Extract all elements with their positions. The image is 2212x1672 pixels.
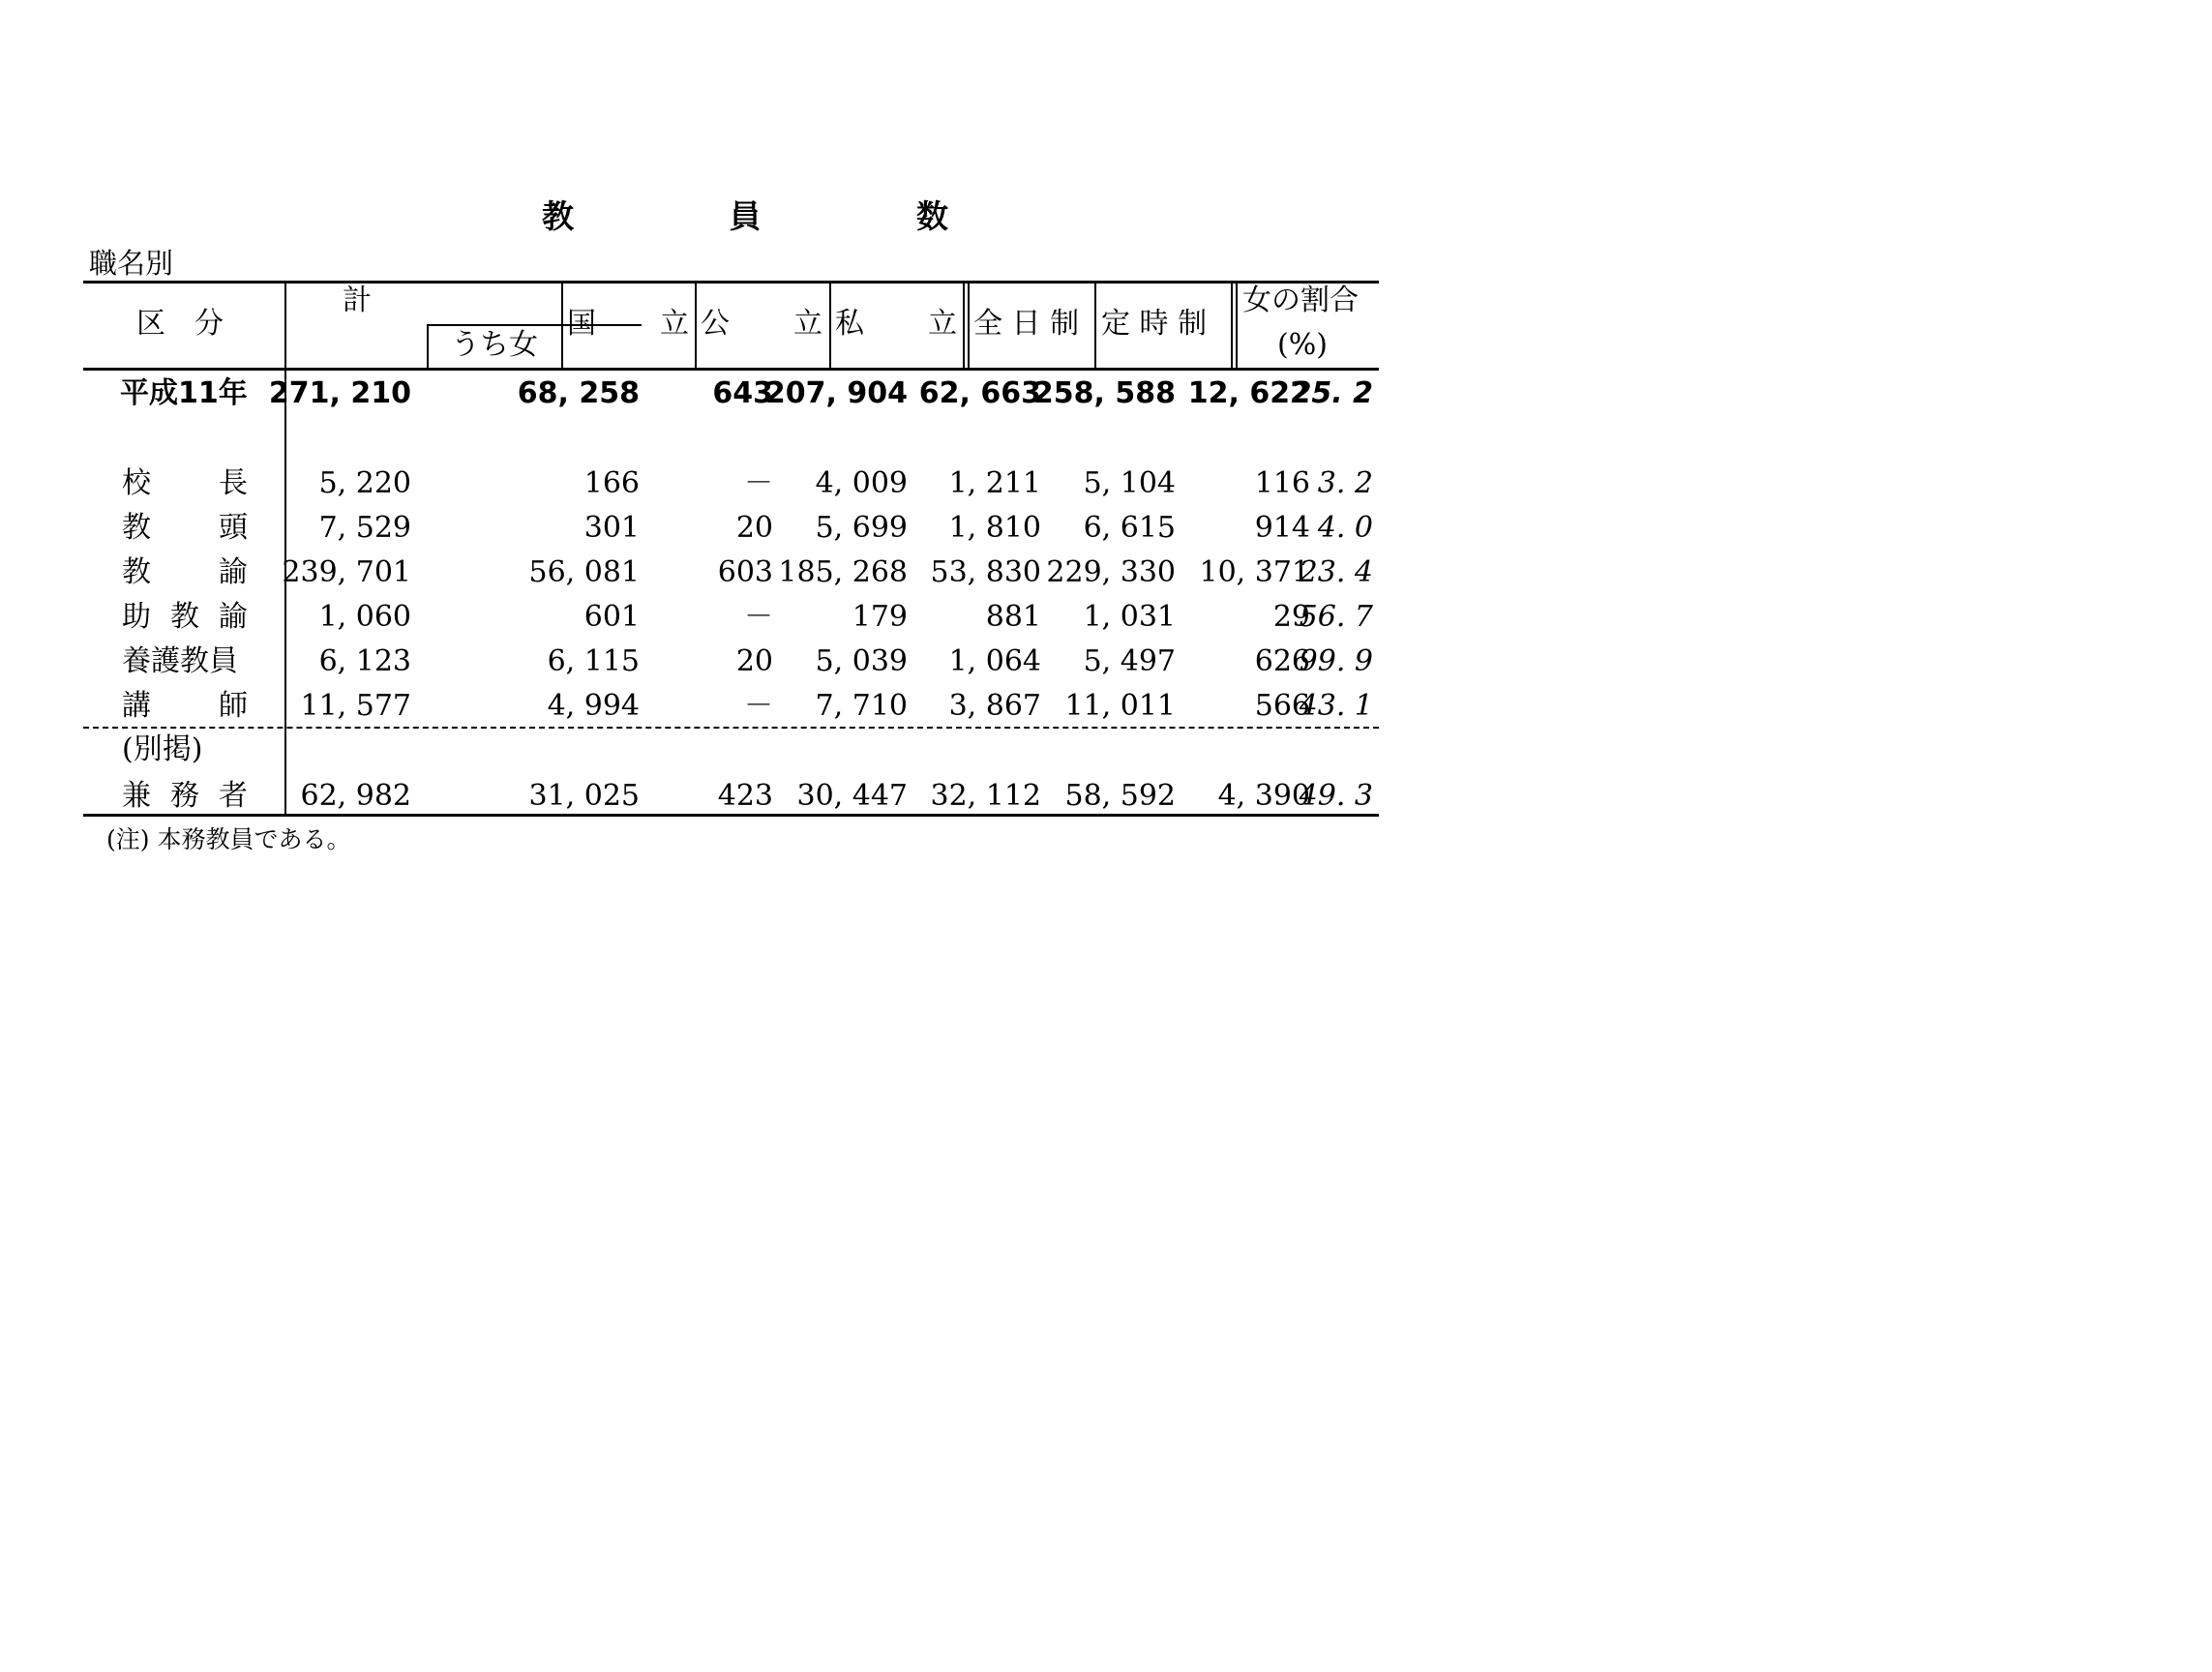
col-divider xyxy=(284,281,286,816)
cell-private: 3, 867 xyxy=(948,689,1041,723)
cell-total: 11, 577 xyxy=(300,689,411,723)
table-subtitle: 職名別 xyxy=(89,247,174,280)
col-divider xyxy=(1236,281,1238,369)
cell-fulltime: 258, 588 xyxy=(1032,376,1176,410)
cell-total: 6, 123 xyxy=(318,644,411,678)
cell-fulltime: 5, 104 xyxy=(1083,466,1176,500)
header-private xyxy=(835,307,957,341)
header-national-b: 立 xyxy=(660,307,689,341)
cell-female: 31, 025 xyxy=(528,779,640,813)
cell-ratio: 23. 4 xyxy=(1299,555,1373,589)
cell-total: 62, 982 xyxy=(300,779,411,813)
cell-national: － xyxy=(744,466,773,500)
cell-national: 20 xyxy=(735,511,773,545)
header-ratio-unit: (%) xyxy=(1277,328,1328,362)
cell-parttime: 29 xyxy=(1272,600,1310,634)
top-rule xyxy=(83,281,1379,284)
header-parttime: 定 時 制 xyxy=(1101,307,1208,341)
col-divider xyxy=(829,281,831,369)
row-label-char: 教 xyxy=(122,555,151,589)
separator-dashed-rule xyxy=(83,727,1379,729)
row-label xyxy=(122,555,248,589)
title-char: 教 xyxy=(542,197,574,235)
cell-total: 5, 220 xyxy=(318,466,411,500)
row-label-char: 師 xyxy=(219,689,248,723)
header-public-a: 公 xyxy=(701,307,730,341)
cell-ratio: 3. 2 xyxy=(1317,466,1373,500)
row-label-char: 諭 xyxy=(219,600,248,634)
col-divider xyxy=(695,281,697,369)
header-national-a: 国 xyxy=(567,307,596,341)
title-char: 員 xyxy=(729,197,762,235)
col-divider xyxy=(968,281,970,369)
cell-fulltime: 11, 011 xyxy=(1064,689,1176,723)
cell-private: 881 xyxy=(985,600,1041,634)
cell-private: 53, 830 xyxy=(930,555,1041,589)
header-fulltime: 全 日 制 xyxy=(973,307,1080,341)
cell-public: 30, 447 xyxy=(796,779,908,813)
col-divider xyxy=(1231,281,1233,369)
header-total: 計 xyxy=(343,284,372,317)
cell-national: － xyxy=(744,600,773,634)
cell-female: 4, 994 xyxy=(547,689,640,723)
col-divider xyxy=(561,281,563,369)
row-label-char: 養護教員 xyxy=(122,644,238,678)
row-label-char: 頭 xyxy=(219,511,248,545)
header-ratio: 女の割合 xyxy=(1242,284,1359,317)
col-divider xyxy=(963,281,965,369)
separate-label-char: 者 xyxy=(219,779,248,813)
cell-female: 68, 258 xyxy=(517,376,640,410)
header-private-a: 私 xyxy=(835,307,864,341)
header-female: うち女 xyxy=(451,328,538,362)
cell-ratio: 4. 0 xyxy=(1317,511,1373,545)
cell-fulltime: 229, 330 xyxy=(1046,555,1176,589)
cell-ratio: 49. 3 xyxy=(1299,779,1373,813)
cell-private: 1, 211 xyxy=(948,466,1041,500)
cell-female: 166 xyxy=(583,466,640,500)
row-label xyxy=(122,689,248,723)
footnote: (注) 本務教員である。 xyxy=(106,825,351,853)
cell-parttime: 12, 622 xyxy=(1187,376,1310,410)
separate-heading: (別掲) xyxy=(122,732,203,766)
row-label xyxy=(122,511,248,545)
title-char: 数 xyxy=(916,197,948,235)
cell-fulltime: 6, 615 xyxy=(1083,511,1176,545)
header-public xyxy=(701,307,822,341)
row-label-char: 講 xyxy=(122,689,151,723)
row-label xyxy=(122,466,248,500)
row-label-total: 平成11年 xyxy=(120,376,248,410)
cell-ratio: 25. 2 xyxy=(1291,376,1373,410)
cell-female: 301 xyxy=(583,511,640,545)
row-label-char: 教 xyxy=(170,600,199,634)
cell-private: 62, 663 xyxy=(918,376,1041,410)
header-private-b: 立 xyxy=(928,307,957,341)
cell-public: 7, 710 xyxy=(815,689,908,723)
cell-public: 4, 009 xyxy=(815,466,908,500)
cell-private: 32, 112 xyxy=(930,779,1041,813)
cell-national: 643 xyxy=(712,376,773,410)
cell-total: 239, 701 xyxy=(282,555,411,589)
cell-public: 5, 039 xyxy=(815,644,908,678)
cell-private: 1, 064 xyxy=(948,644,1041,678)
header-category-label: 区 分 xyxy=(136,307,224,341)
cell-fulltime: 5, 497 xyxy=(1083,644,1176,678)
cell-total: 1, 060 xyxy=(318,600,411,634)
teacher-table xyxy=(83,281,1379,819)
bottom-rule xyxy=(83,814,1379,817)
cell-fulltime: 58, 592 xyxy=(1064,779,1176,813)
cell-public: 179 xyxy=(852,600,908,634)
cell-female: 6, 115 xyxy=(547,644,640,678)
table-title xyxy=(542,192,948,237)
col-divider xyxy=(1094,281,1096,369)
separate-label-char: 務 xyxy=(170,779,199,813)
header-public-b: 立 xyxy=(793,307,822,341)
separate-label-char: 兼 xyxy=(122,779,151,813)
cell-fulltime: 1, 031 xyxy=(1083,600,1176,634)
cell-private: 1, 810 xyxy=(948,511,1041,545)
cell-parttime: 566 xyxy=(1254,689,1310,723)
cell-parttime: 116 xyxy=(1254,466,1310,500)
cell-parttime: 914 xyxy=(1254,511,1310,545)
row-label-char: 長 xyxy=(219,466,248,500)
row-label xyxy=(122,644,248,678)
cell-national: 20 xyxy=(735,644,773,678)
separate-label xyxy=(122,779,248,813)
col-divider xyxy=(427,324,429,369)
header-bottom-rule xyxy=(83,368,1379,371)
cell-national: 423 xyxy=(717,779,773,813)
cell-total: 7, 529 xyxy=(318,511,411,545)
header-national xyxy=(567,307,689,341)
cell-national: 603 xyxy=(717,555,773,589)
cell-total: 271, 210 xyxy=(268,376,411,410)
cell-parttime: 626 xyxy=(1254,644,1310,678)
row-label xyxy=(122,600,248,634)
header-category xyxy=(136,307,262,341)
cell-public: 185, 268 xyxy=(778,555,908,589)
cell-national: － xyxy=(744,689,773,723)
cell-ratio: 99. 9 xyxy=(1299,644,1373,678)
cell-parttime: 4, 390 xyxy=(1217,779,1310,813)
row-label-char: 校 xyxy=(122,466,151,500)
cell-female: 601 xyxy=(583,600,640,634)
cell-parttime: 10, 371 xyxy=(1199,555,1310,589)
row-label-char: 諭 xyxy=(219,555,248,589)
cell-female: 56, 081 xyxy=(528,555,640,589)
cell-public: 207, 904 xyxy=(764,376,908,410)
cell-ratio: 56. 7 xyxy=(1299,600,1373,634)
cell-public: 5, 699 xyxy=(815,511,908,545)
cell-ratio: 43. 1 xyxy=(1299,689,1373,723)
row-label-char: 教 xyxy=(122,511,151,545)
row-label-char: 助 xyxy=(122,600,151,634)
